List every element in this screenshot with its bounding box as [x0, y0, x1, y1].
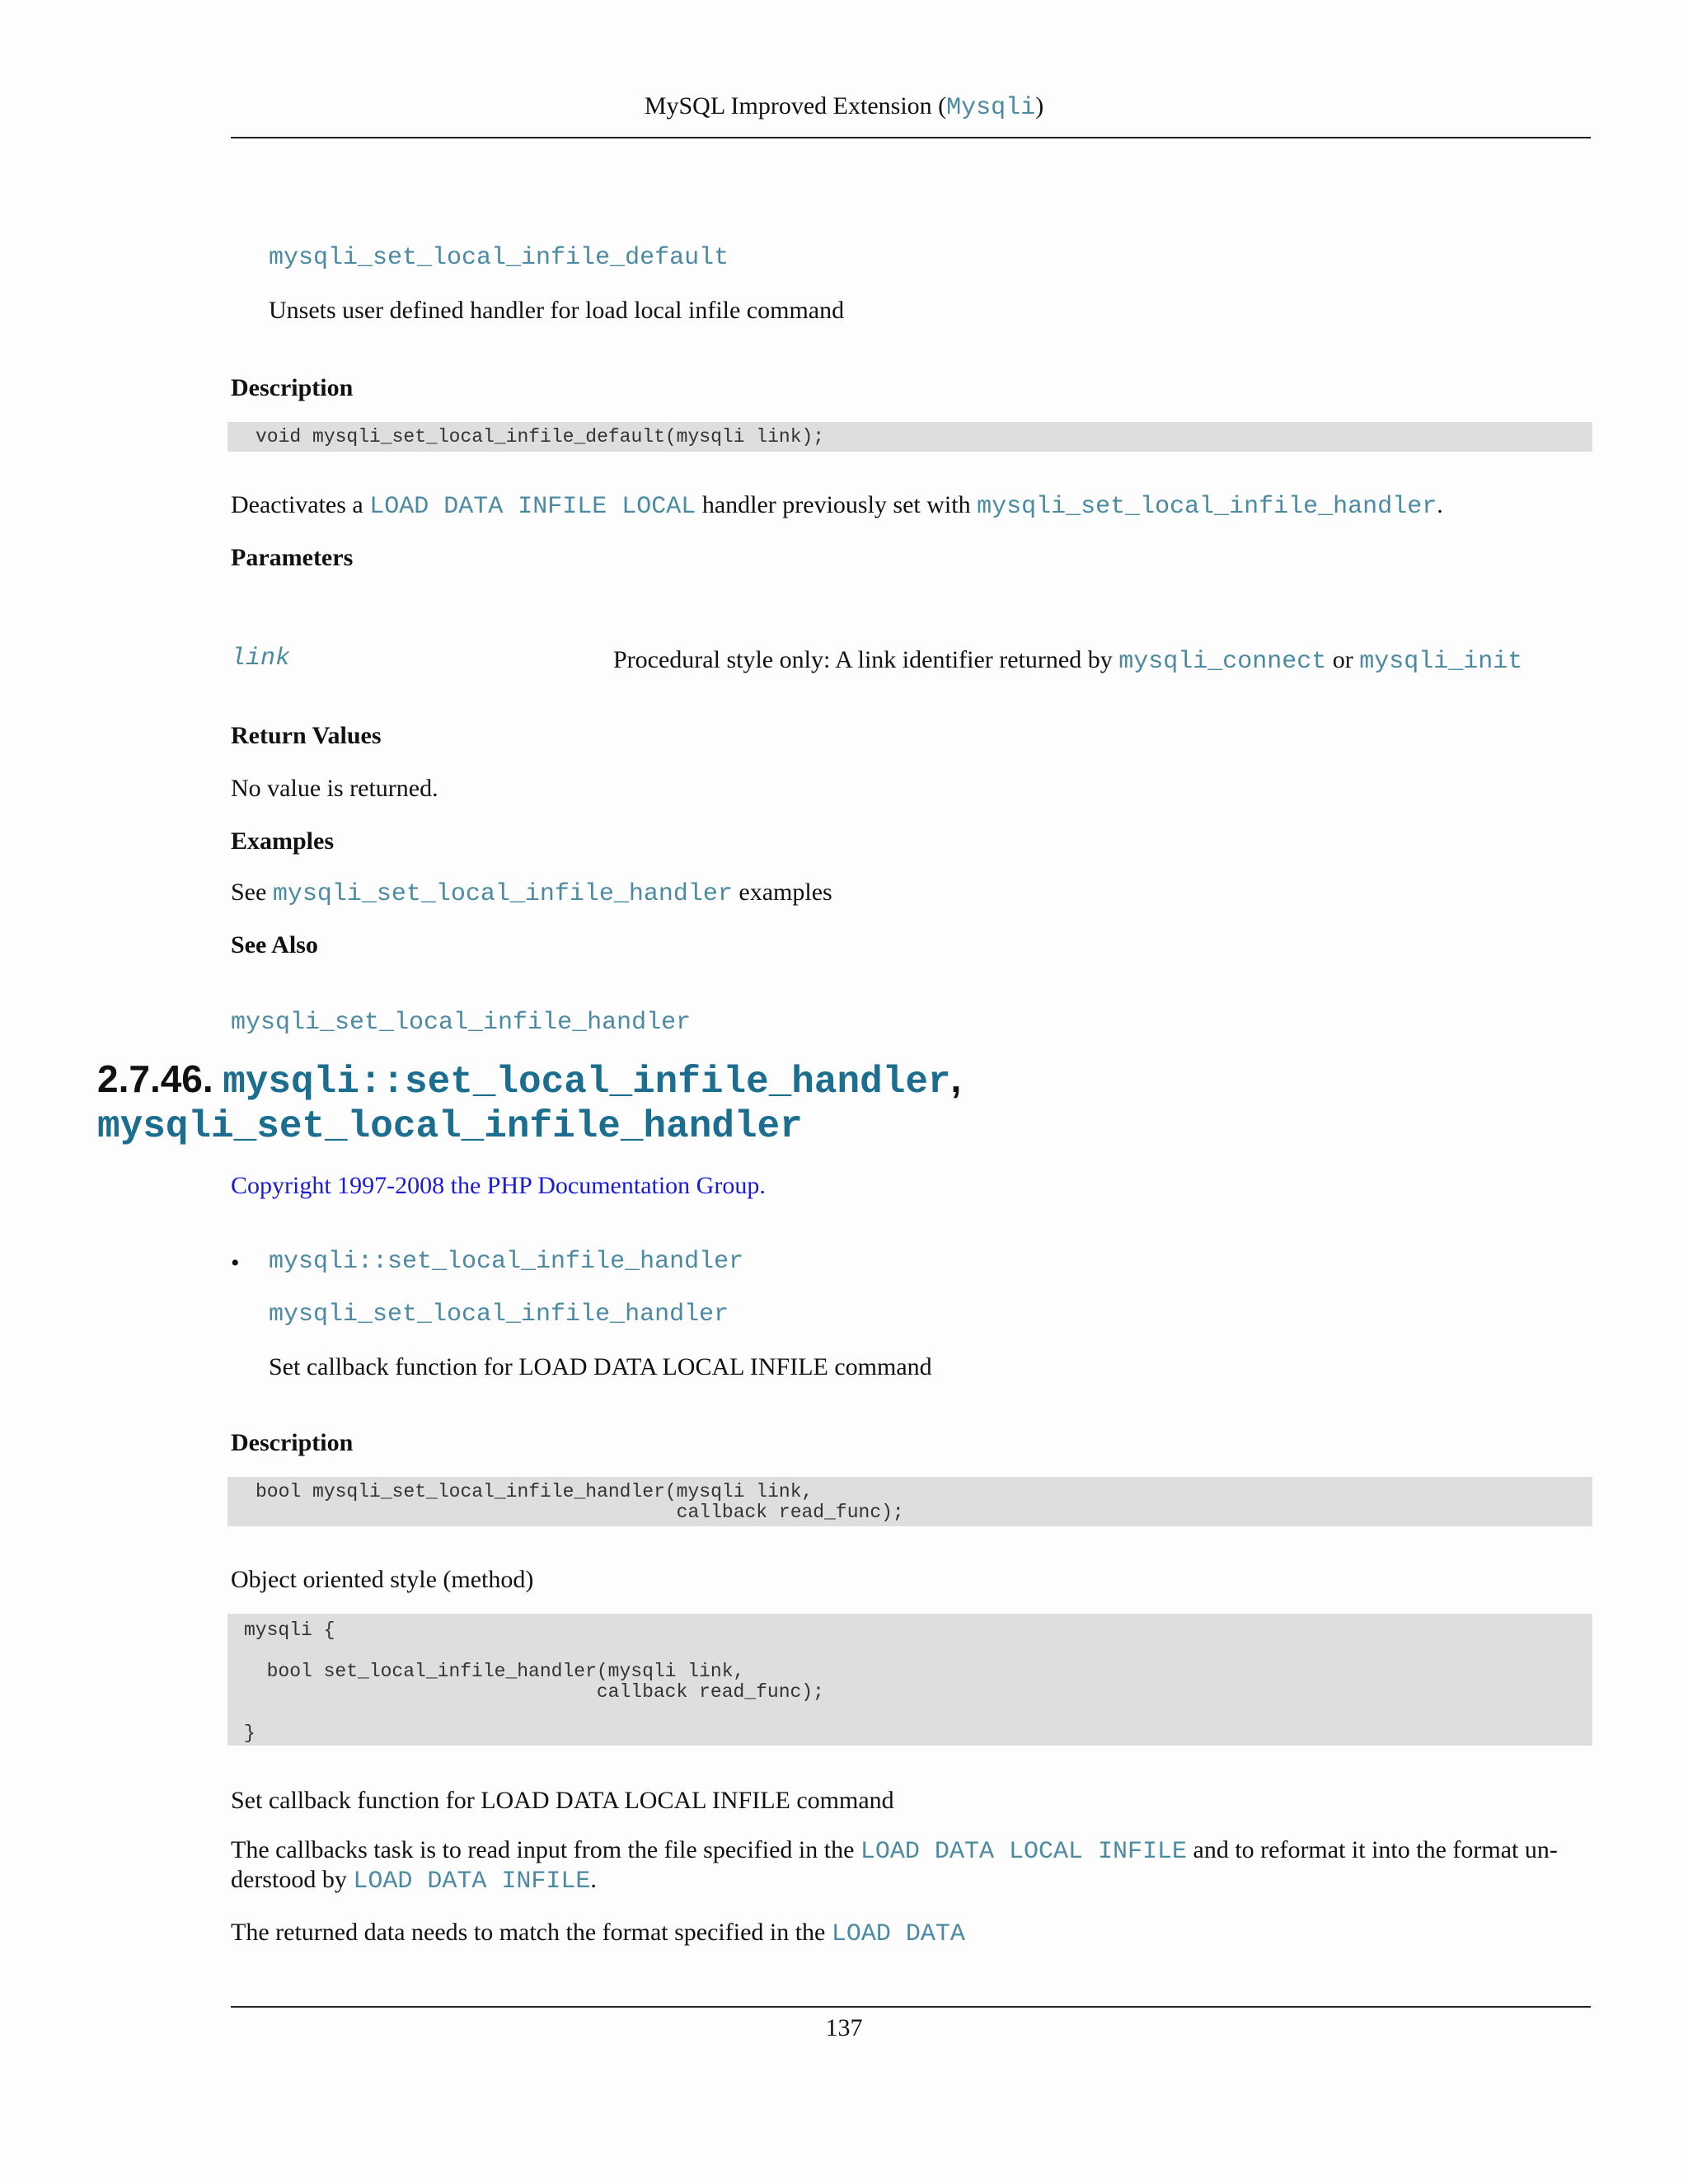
- examples-link[interactable]: mysqli_set_local_infile_handler: [272, 880, 733, 908]
- examples-text: See mysqli_set_local_infile_handler examples: [231, 879, 832, 908]
- section-title-function: mysqli_set_local_infile_handler: [97, 1105, 803, 1148]
- code-literal: LOAD DATA INFILE: [353, 1868, 591, 1896]
- section-heading: 2.7.46. mysqli::set_local_infile_handler, mysqli_set_local_infile_handler: [97, 1057, 1630, 1149]
- param-description: Procedural style only: A link identifier returned by mysqli_connect or mysqli_init: [613, 646, 1523, 676]
- signature-code-block-2: bool mysqli_set_local_infile_handler(mysqli link, callback read_func);: [227, 1477, 1592, 1526]
- function-link[interactable]: mysqli_set_local_infile_handler: [977, 493, 1437, 521]
- function-name-link-2[interactable]: mysqli_set_local_infile_handler: [269, 1301, 729, 1329]
- code-literal: LOAD DATA INFILE LOCAL: [369, 493, 696, 521]
- see-also-heading: See Also: [231, 931, 318, 958]
- section-title-method: mysqli::set_local_infile_handler: [223, 1061, 951, 1104]
- method-name-link[interactable]: mysqli::set_local_infile_handler: [269, 1248, 744, 1276]
- mysqli-connect-link[interactable]: mysqli_connect: [1118, 648, 1327, 676]
- paragraph-1: Set callback function for LOAD DATA LOCAL INFILE command: [231, 1787, 894, 1814]
- oo-code-block: mysqli { bool set_local_infile_handler(mysqli link, callback read_func); }: [227, 1614, 1592, 1746]
- function-purpose-2: Set callback function for LOAD DATA LOCAL INFILE command: [269, 1353, 932, 1380]
- header-rule: [231, 137, 1591, 138]
- see-also-link[interactable]: mysqli_set_local_infile_handler: [231, 1009, 692, 1037]
- copyright-link[interactable]: Copyright 1997-2008 the PHP Documentation Group.: [231, 1172, 766, 1199]
- function-name-link[interactable]: mysqli_set_local_infile_default: [269, 244, 729, 272]
- section-number: 2.7.46.: [97, 1057, 213, 1100]
- examples-heading: Examples: [231, 827, 335, 855]
- code-literal: LOAD DATA LOCAL INFILE: [860, 1838, 1187, 1866]
- header-code: Mysqli: [946, 94, 1036, 122]
- mysqli-init-link[interactable]: mysqli_init: [1359, 648, 1523, 676]
- footer-rule: [231, 2006, 1591, 2008]
- bullet: •: [231, 1249, 240, 1277]
- parameters-heading: Parameters: [231, 544, 354, 571]
- description-heading-2: Description: [231, 1429, 354, 1456]
- signature-code-block: void mysqli_set_local_infile_default(mysqli link);: [227, 422, 1592, 452]
- oo-style-label: Object oriented style (method): [231, 1566, 534, 1593]
- return-values-text: No value is returned.: [231, 775, 438, 802]
- description-paragraph: Deactivates a LOAD DATA INFILE LOCAL handler previously set with mysqli_set_local_infile_handler.: [231, 491, 1443, 521]
- page-header: MySQL Improved Extension (Mysqli): [644, 92, 1044, 122]
- param-name: link: [231, 644, 291, 673]
- description-heading: Description: [231, 374, 354, 401]
- paragraph-3: The returned data needs to match the format specified in the LOAD DATA: [231, 1919, 965, 1948]
- code-literal: LOAD DATA: [831, 1920, 965, 1948]
- page-number: 137: [825, 2014, 863, 2041]
- return-values-heading: Return Values: [231, 722, 382, 749]
- paragraph-2: The callbacks task is to read input from the file specified in the LOAD DATA LOCAL INFILE and to reformat it into the format un- derstood by LOAD DATA INFILE.: [231, 1836, 1558, 1896]
- function-purpose: Unsets user defined handler for load local infile command: [269, 297, 845, 324]
